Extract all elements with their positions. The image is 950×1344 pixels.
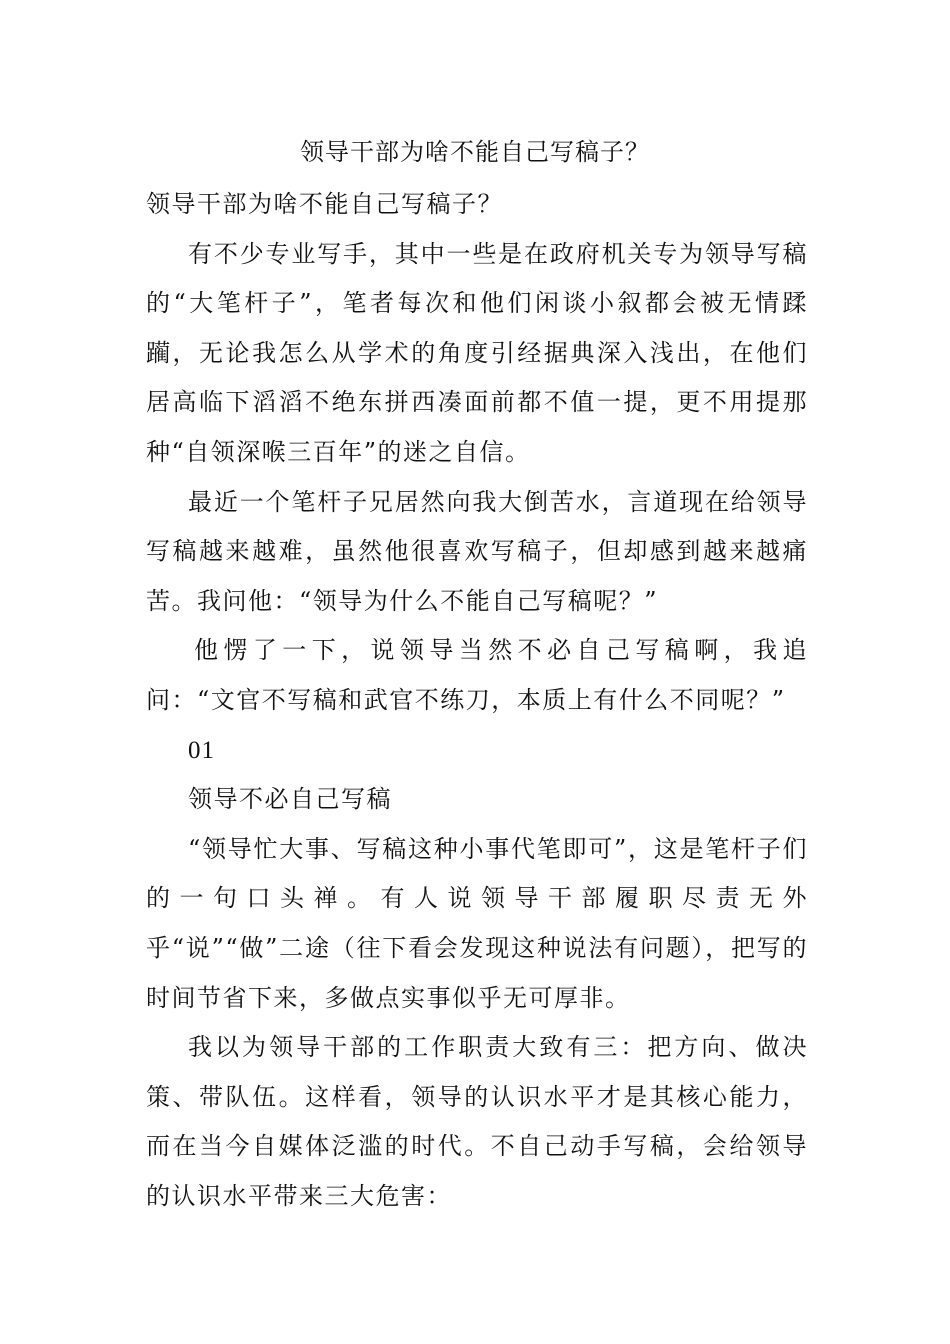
document-title: 领导干部为啥不能自己写稿子？ bbox=[300, 138, 650, 166]
section-heading: 领导不必自己写稿 bbox=[188, 785, 392, 814]
paragraph-heading-repeat: 领导干部为啥不能自己写稿子？ bbox=[146, 190, 503, 218]
paragraph-slogan: “领导忙大事、写稿这种小事代笔即可”，这是笔杆子们的一句口头禅。有人说领导干部履职尽责无外乎“说”“做”二途（往下看会发现这种说法有问题），把写的时间节省下来，多做点实事似乎无可厚非。 bbox=[146, 834, 808, 1012]
section-number: 01 bbox=[188, 736, 215, 764]
paragraph-intro: 有不少专业写手，其中一些是在政府机关专为领导写稿的“大笔杆子”，笔者每次和他们闲谈小叙都会被无情蹂躏，无论我怎么从学术的角度引经据典深入浅出，在他们居高临下滔滔不绝东拼西凑面前都不值一提，更不用提那种“自领深喉三百年”的迷之自信。 bbox=[146, 239, 808, 466]
paragraph-question: 他愣了一下，说领导当然不必自己写稿啊，我追问：“文官不写稿和武官不练刀，本质上有什么不同呢？” bbox=[146, 636, 808, 714]
paragraph-duties: 我以为领导干部的工作职责大致有三：把方向、做决策、带队伍。这样看，领导的认识水平才是其核心能力，而在当今自媒体泛滥的时代。不自己动手写稿，会给领导的认识水平带来三大危害： bbox=[146, 1033, 808, 1210]
paragraph-complaint: 最近一个笔杆子兄居然向我大倒苦水，言道现在给领导写稿越来越难，虽然他很喜欢写稿子，但却感到越来越痛苦。我问他：“领导为什么不能自己写稿呢？” bbox=[146, 487, 808, 615]
document-body bbox=[146, 180, 808, 1221]
